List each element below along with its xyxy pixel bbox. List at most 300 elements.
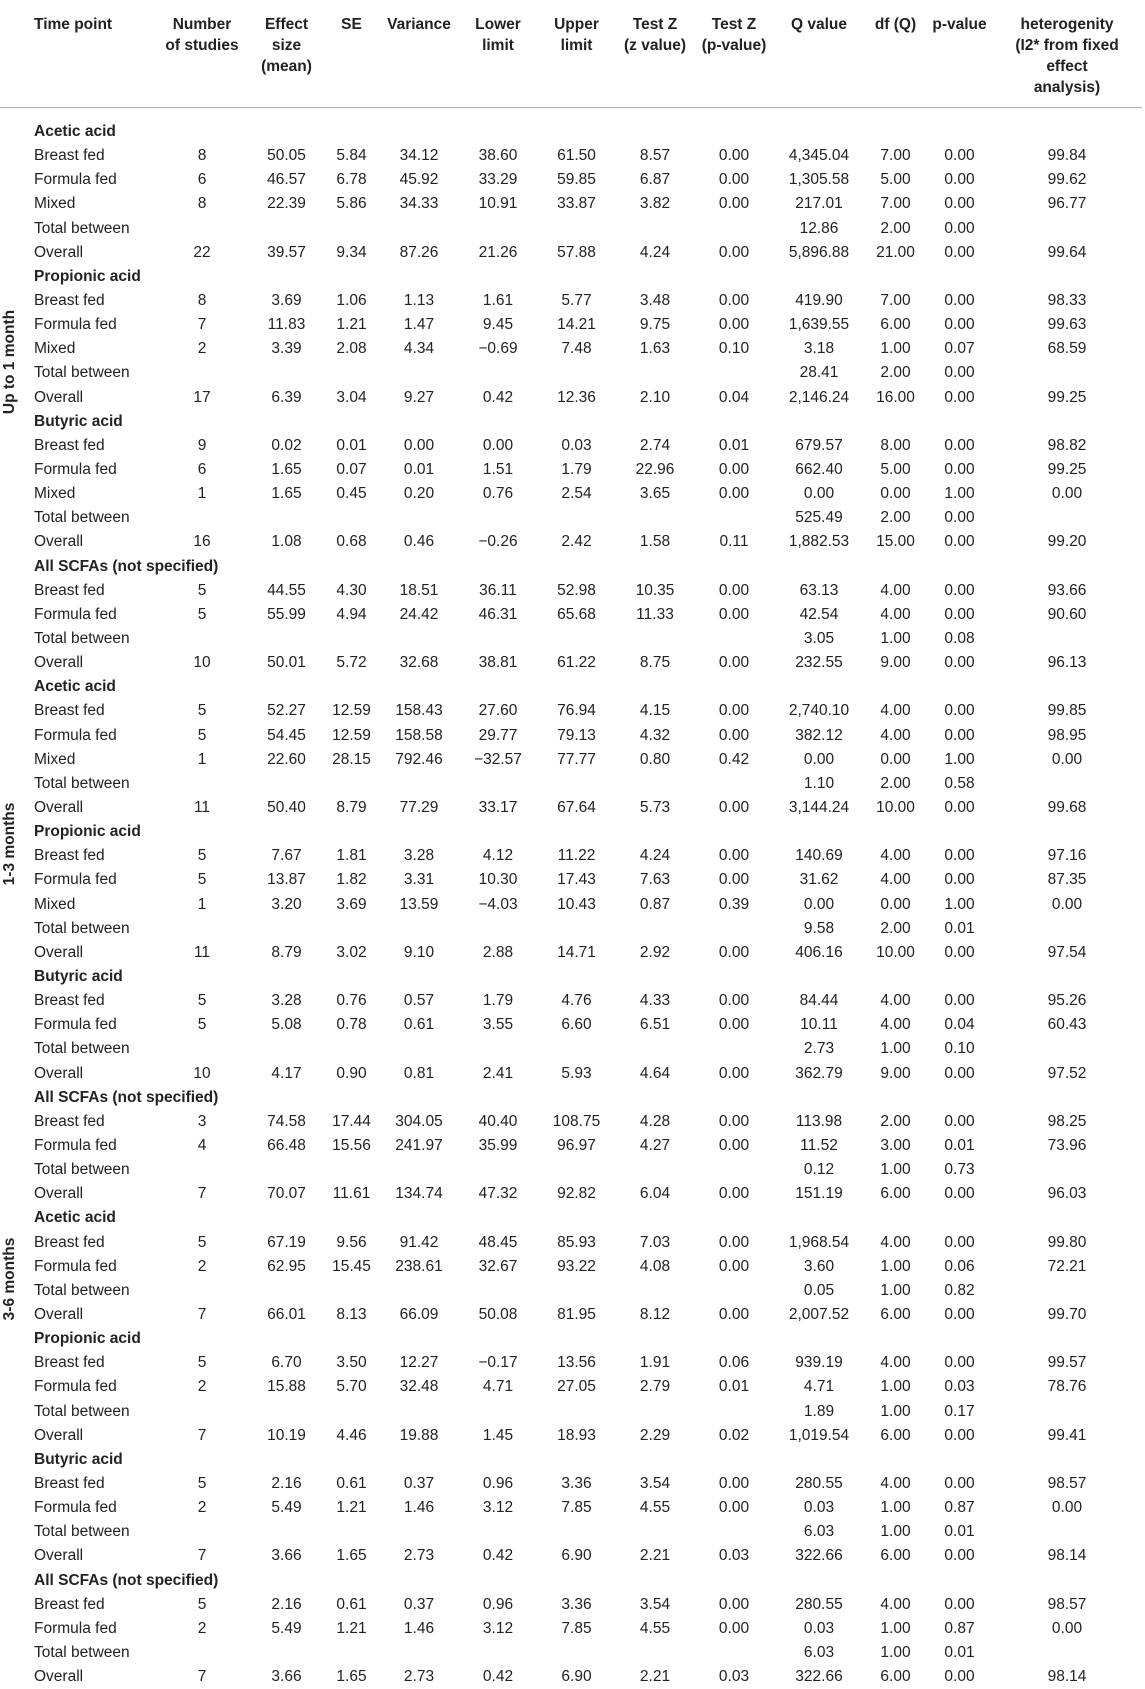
cell-number-of-studies: 22 [155,241,249,265]
cell-se: 8.13 [324,1303,379,1327]
cell-effect-size: 6.39 [249,386,324,410]
cell-lower-limit: 10.30 [459,868,537,892]
cell-q-value: 151.19 [774,1182,864,1206]
cell-test-z-value: 5.73 [616,796,694,820]
acid-group-row [0,555,1142,579]
cell-lower-limit: 35.99 [459,1134,537,1158]
cell-number-of-studies: 2 [155,1255,249,1279]
cell-effect-size [249,1520,324,1544]
cell-upper-limit: 7.85 [537,1617,616,1641]
cell-p-value: 1.00 [927,482,992,506]
cell-number-of-studies [155,772,249,796]
cell-variance: 19.88 [379,1424,459,1448]
cell-heterogeneity: 99.41 [992,1424,1142,1448]
cell-lower-limit: 1.79 [459,989,537,1013]
cell-p-value: 0.00 [927,796,992,820]
cell-heterogeneity: 99.25 [992,386,1142,410]
cell-variance: 12.27 [379,1351,459,1375]
cell-variance: 0.61 [379,1013,459,1037]
table-row [0,1617,1142,1641]
cell-df-q: 0.00 [864,748,927,772]
cell-upper-limit: 5.93 [537,1061,616,1085]
header-q-value: Q value [774,0,864,108]
cell-upper-limit: 108.75 [537,1110,616,1134]
cell-lower-limit [459,1641,537,1665]
cell-p-value: 0.00 [927,289,992,313]
header-p-value: p-value [927,0,992,108]
cell-heterogeneity: 0.00 [992,482,1142,506]
cell-test-z-value [616,361,694,385]
cell-se: 0.61 [324,1593,379,1617]
cell-lower-limit: 27.60 [459,699,537,723]
cell-upper-limit [537,361,616,385]
row-label: Formula fed [0,868,155,892]
cell-effect-size [249,917,324,941]
header-spacer [0,108,1142,121]
cell-test-z-p-value: 0.00 [694,1303,774,1327]
cell-p-value: 0.73 [927,1158,992,1182]
cell-number-of-studies [155,1641,249,1665]
cell-p-value: 0.00 [927,192,992,216]
cell-p-value: 0.00 [927,1665,992,1689]
cell-number-of-studies: 4 [155,1134,249,1158]
cell-test-z-value [616,1641,694,1665]
table-row [0,844,1142,868]
cell-test-z-value: 4.33 [616,989,694,1013]
cell-test-z-value [616,1279,694,1303]
cell-number-of-studies [155,1399,249,1423]
table-row [0,579,1142,603]
cell-effect-size: 1.65 [249,458,324,482]
cell-test-z-value: 0.80 [616,748,694,772]
cell-effect-size: 46.57 [249,168,324,192]
cell-lower-limit: 36.11 [459,579,537,603]
cell-test-z-value: 1.91 [616,1351,694,1375]
cell-se: 12.59 [324,699,379,723]
acid-group-row [0,965,1142,989]
cell-q-value: 4,345.04 [774,144,864,168]
cell-effect-size: 44.55 [249,579,324,603]
table-row [0,893,1142,917]
cell-df-q: 6.00 [864,1665,927,1689]
table-row [0,192,1142,216]
cell-q-value: 382.12 [774,724,864,748]
cell-test-z-value: 4.55 [616,1617,694,1641]
cell-number-of-studies: 2 [155,1375,249,1399]
cell-lower-limit [459,1399,537,1423]
cell-number-of-studies [155,361,249,385]
acid-group-row [0,1568,1142,1592]
cell-q-value: 0.00 [774,893,864,917]
table-row [0,1472,1142,1496]
cell-se: 0.68 [324,530,379,554]
cell-test-z-p-value: 0.03 [694,1665,774,1689]
cell-number-of-studies: 8 [155,289,249,313]
cell-se: 9.56 [324,1230,379,1254]
cell-p-value: 0.00 [927,579,992,603]
acid-group-label: Butyric acid [0,410,1142,434]
cell-heterogeneity: 0.00 [992,893,1142,917]
cell-p-value: 0.00 [927,168,992,192]
cell-heterogeneity [992,1520,1142,1544]
table-row [0,434,1142,458]
cell-lower-limit: −32.57 [459,748,537,772]
cell-df-q: 4.00 [864,579,927,603]
cell-variance: 792.46 [379,748,459,772]
table-row [0,144,1142,168]
cell-lower-limit: 0.76 [459,482,537,506]
table-row [0,1544,1142,1568]
row-label: Formula fed [0,168,155,192]
cell-number-of-studies: 7 [155,1665,249,1689]
acid-group-label: All SCFAs (not specified) [0,555,1142,579]
cell-effect-size: 1.08 [249,530,324,554]
cell-variance: 0.57 [379,989,459,1013]
cell-heterogeneity [992,217,1142,241]
table-row [0,1303,1142,1327]
header-df-q: df (Q) [864,0,927,108]
cell-test-z-p-value: 0.00 [694,241,774,265]
cell-se: 3.04 [324,386,379,410]
cell-se: 2.08 [324,337,379,361]
cell-variance: 158.58 [379,724,459,748]
cell-q-value: 140.69 [774,844,864,868]
row-label: Total between [0,1399,155,1423]
cell-heterogeneity: 96.77 [992,192,1142,216]
acid-group-label: Propionic acid [0,1327,1142,1351]
cell-heterogeneity: 99.85 [992,699,1142,723]
cell-p-value: 0.00 [927,241,992,265]
cell-p-value: 0.00 [927,1424,992,1448]
cell-effect-size: 39.57 [249,241,324,265]
cell-variance: 1.13 [379,289,459,313]
cell-variance: 34.33 [379,192,459,216]
cell-heterogeneity: 72.21 [992,1255,1142,1279]
cell-se: 1.21 [324,313,379,337]
cell-effect-size: 3.69 [249,289,324,313]
cell-df-q: 4.00 [864,724,927,748]
cell-p-value: 0.00 [927,724,992,748]
cell-test-z-value: 2.21 [616,1544,694,1568]
row-label: Breast fed [0,579,155,603]
cell-variance: 4.34 [379,337,459,361]
cell-p-value: 0.00 [927,313,992,337]
cell-p-value: 0.00 [927,1544,992,1568]
cell-effect-size: 3.39 [249,337,324,361]
cell-number-of-studies: 7 [155,1424,249,1448]
cell-se: 1.65 [324,1665,379,1689]
cell-df-q: 1.00 [864,337,927,361]
cell-upper-limit: 7.85 [537,1496,616,1520]
cell-lower-limit [459,1037,537,1061]
cell-upper-limit: 6.60 [537,1013,616,1037]
cell-se: 4.94 [324,603,379,627]
cell-upper-limit: 2.54 [537,482,616,506]
cell-test-z-value: 4.27 [616,1134,694,1158]
acid-group-label: Acetic acid [0,675,1142,699]
cell-variance: 1.47 [379,313,459,337]
cell-test-z-p-value: 0.10 [694,337,774,361]
cell-se: 1.21 [324,1496,379,1520]
cell-heterogeneity: 87.35 [992,868,1142,892]
cell-heterogeneity [992,506,1142,530]
cell-heterogeneity: 99.57 [992,1351,1142,1375]
cell-number-of-studies: 5 [155,989,249,1013]
cell-test-z-p-value: 0.00 [694,724,774,748]
table-row [0,1158,1142,1182]
cell-q-value: 84.44 [774,989,864,1013]
cell-test-z-value [616,1037,694,1061]
cell-df-q: 1.00 [864,1496,927,1520]
row-label: Overall [0,386,155,410]
cell-test-z-value [616,1399,694,1423]
cell-se [324,361,379,385]
cell-effect-size: 11.83 [249,313,324,337]
cell-test-z-p-value: 0.00 [694,868,774,892]
cell-q-value: 0.03 [774,1617,864,1641]
cell-test-z-p-value [694,917,774,941]
time-point-label-text: 1-3 months [1,803,19,886]
row-label: Mixed [0,192,155,216]
cell-upper-limit: 81.95 [537,1303,616,1327]
table-row [0,989,1142,1013]
cell-se: 4.46 [324,1424,379,1448]
cell-se: 15.45 [324,1255,379,1279]
table-row [0,1496,1142,1520]
cell-p-value: 0.01 [927,917,992,941]
cell-number-of-studies: 1 [155,748,249,772]
acid-group-label: Butyric acid [0,1448,1142,1472]
acid-group-row [0,265,1142,289]
cell-se [324,627,379,651]
acid-group-label: Acetic acid [0,1206,1142,1230]
cell-variance: 66.09 [379,1303,459,1327]
row-label: Total between [0,772,155,796]
table-row [0,1375,1142,1399]
cell-effect-size: 2.16 [249,1472,324,1496]
cell-test-z-value: 4.32 [616,724,694,748]
cell-heterogeneity: 95.26 [992,989,1142,1013]
cell-test-z-p-value: 0.00 [694,1061,774,1085]
cell-q-value: 6.03 [774,1641,864,1665]
cell-df-q: 15.00 [864,530,927,554]
cell-test-z-p-value: 0.00 [694,289,774,313]
cell-variance [379,627,459,651]
cell-se: 6.78 [324,168,379,192]
cell-test-z-value: 1.63 [616,337,694,361]
cell-df-q: 7.00 [864,144,927,168]
cell-se [324,1158,379,1182]
cell-test-z-p-value: 0.01 [694,1375,774,1399]
row-label: Breast fed [0,699,155,723]
cell-upper-limit [537,917,616,941]
cell-p-value: 0.00 [927,941,992,965]
cell-test-z-p-value: 0.00 [694,651,774,675]
cell-heterogeneity: 98.25 [992,1110,1142,1134]
acid-group-row [0,820,1142,844]
cell-test-z-value: 7.63 [616,868,694,892]
cell-df-q: 21.00 [864,241,927,265]
cell-df-q: 4.00 [864,1230,927,1254]
cell-number-of-studies [155,1037,249,1061]
header-row [0,0,1142,108]
cell-number-of-studies: 8 [155,144,249,168]
table-row [0,651,1142,675]
row-label: Total between [0,1037,155,1061]
cell-upper-limit [537,772,616,796]
cell-test-z-value: 1.58 [616,530,694,554]
cell-heterogeneity [992,1158,1142,1182]
cell-effect-size: 22.39 [249,192,324,216]
table-row [0,241,1142,265]
cell-upper-limit: 67.64 [537,796,616,820]
cell-se: 15.56 [324,1134,379,1158]
row-label: Total between [0,1641,155,1665]
row-label: Breast fed [0,844,155,868]
cell-test-z-value: 4.08 [616,1255,694,1279]
cell-p-value: 0.06 [927,1255,992,1279]
cell-upper-limit: 6.90 [537,1544,616,1568]
cell-variance [379,506,459,530]
cell-upper-limit [537,1399,616,1423]
cell-upper-limit: 11.22 [537,844,616,868]
cell-df-q: 1.00 [864,1617,927,1641]
table-row [0,603,1142,627]
cell-effect-size: 22.60 [249,748,324,772]
cell-test-z-p-value [694,772,774,796]
cell-p-value: 0.58 [927,772,992,796]
table-row [0,313,1142,337]
cell-q-value: 362.79 [774,1061,864,1085]
cell-lower-limit: 0.42 [459,386,537,410]
cell-test-z-value: 4.28 [616,1110,694,1134]
acid-group-label: Propionic acid [0,265,1142,289]
row-label: Formula fed [0,603,155,627]
cell-df-q: 4.00 [864,699,927,723]
cell-q-value: 3.18 [774,337,864,361]
cell-test-z-p-value: 0.00 [694,1110,774,1134]
cell-test-z-p-value: 0.03 [694,1544,774,1568]
cell-heterogeneity: 68.59 [992,337,1142,361]
cell-df-q: 9.00 [864,1061,927,1085]
acid-group-label: Acetic acid [0,120,1142,144]
cell-number-of-studies: 6 [155,458,249,482]
cell-df-q: 8.00 [864,434,927,458]
cell-se: 3.50 [324,1351,379,1375]
cell-effect-size: 55.99 [249,603,324,627]
cell-upper-limit [537,627,616,651]
cell-df-q: 4.00 [864,1472,927,1496]
cell-upper-limit: 5.77 [537,289,616,313]
acid-group-label: All SCFAs (not specified) [0,1086,1142,1110]
cell-upper-limit: 7.48 [537,337,616,361]
cell-heterogeneity: 60.43 [992,1013,1142,1037]
cell-q-value: 1,019.54 [774,1424,864,1448]
cell-lower-limit: 4.12 [459,844,537,868]
cell-test-z-p-value: 0.00 [694,844,774,868]
cell-df-q: 4.00 [864,1351,927,1375]
cell-p-value: 0.00 [927,217,992,241]
cell-se: 1.06 [324,289,379,313]
cell-se: 9.34 [324,241,379,265]
cell-test-z-p-value [694,1158,774,1182]
cell-lower-limit: 50.08 [459,1303,537,1327]
cell-q-value: 0.03 [774,1496,864,1520]
row-label: Overall [0,1303,155,1327]
cell-heterogeneity [992,627,1142,651]
row-label: Overall [0,941,155,965]
cell-test-z-value: 2.74 [616,434,694,458]
cell-q-value: 42.54 [774,603,864,627]
table-body [0,108,1142,1689]
table-row [0,530,1142,554]
cell-effect-size: 10.19 [249,1424,324,1448]
cell-effect-size: 70.07 [249,1182,324,1206]
cell-df-q: 4.00 [864,844,927,868]
cell-p-value: 0.00 [927,1230,992,1254]
cell-heterogeneity: 98.14 [992,1544,1142,1568]
row-label: Formula fed [0,1617,155,1641]
cell-test-z-p-value [694,1520,774,1544]
cell-variance: 45.92 [379,168,459,192]
cell-effect-size [249,217,324,241]
cell-test-z-p-value [694,1399,774,1423]
cell-se: 0.90 [324,1061,379,1085]
row-label: Overall [0,1424,155,1448]
cell-test-z-p-value: 0.39 [694,893,774,917]
cell-effect-size: 3.66 [249,1544,324,1568]
header-se: SE [324,0,379,108]
cell-heterogeneity: 0.00 [992,1617,1142,1641]
acid-group-label: Butyric acid [0,965,1142,989]
cell-se: 11.61 [324,1182,379,1206]
cell-test-z-value: 4.55 [616,1496,694,1520]
cell-effect-size: 4.17 [249,1061,324,1085]
cell-lower-limit: 0.42 [459,1544,537,1568]
cell-test-z-value: 0.87 [616,893,694,917]
header-variance: Variance [379,0,459,108]
table-row [0,506,1142,530]
cell-df-q: 7.00 [864,289,927,313]
cell-test-z-p-value: 0.00 [694,579,774,603]
cell-number-of-studies: 11 [155,796,249,820]
cell-test-z-p-value: 0.00 [694,313,774,337]
table-row [0,627,1142,651]
cell-heterogeneity: 98.57 [992,1472,1142,1496]
row-label: Formula fed [0,458,155,482]
table-row [0,337,1142,361]
row-label: Overall [0,796,155,820]
cell-number-of-studies [155,1520,249,1544]
table-row [0,217,1142,241]
cell-q-value: 232.55 [774,651,864,675]
cell-heterogeneity: 97.54 [992,941,1142,965]
cell-p-value: 0.17 [927,1399,992,1423]
row-label: Formula fed [0,1375,155,1399]
cell-effect-size: 62.95 [249,1255,324,1279]
cell-variance: 0.81 [379,1061,459,1085]
row-label: Total between [0,1158,155,1182]
cell-heterogeneity: 99.25 [992,458,1142,482]
cell-effect-size: 8.79 [249,941,324,965]
cell-test-z-value: 3.82 [616,192,694,216]
cell-se: 0.61 [324,1472,379,1496]
row-label: Breast fed [0,289,155,313]
cell-upper-limit: 59.85 [537,168,616,192]
row-label: Overall [0,1182,155,1206]
row-label: Breast fed [0,989,155,1013]
cell-q-value: 0.05 [774,1279,864,1303]
